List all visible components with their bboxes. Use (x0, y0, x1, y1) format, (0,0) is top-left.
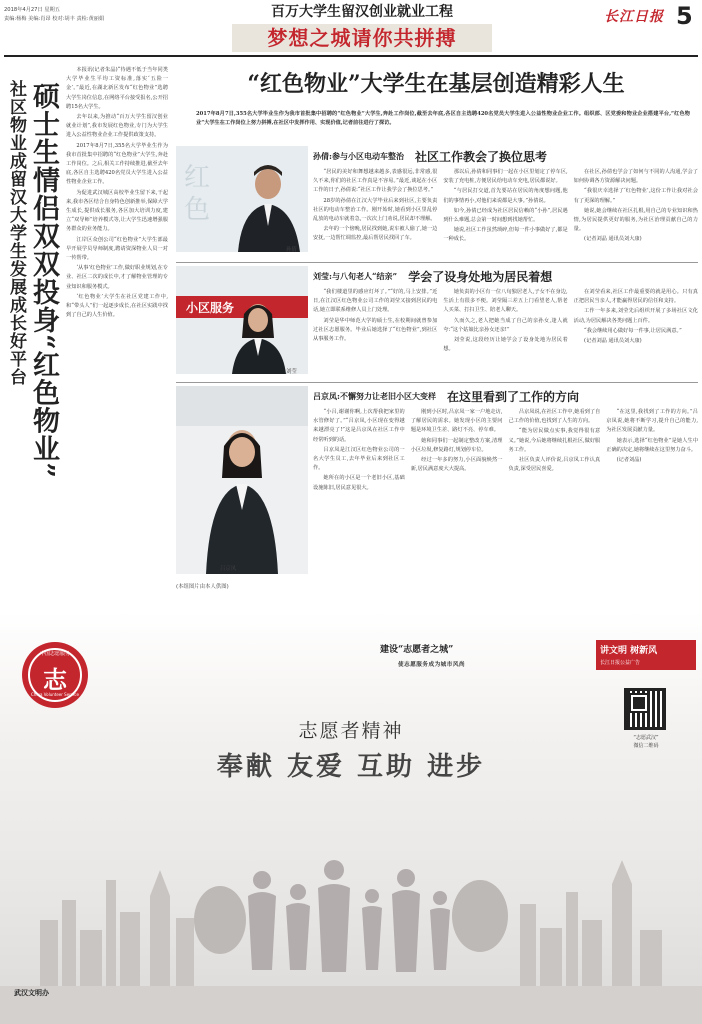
paragraph: 吕京凤是江汉区红色物业公司的一名大学生员工,去年毕业后来到社区工作。 (313, 446, 405, 472)
paragraph: (记者刘晶 通讯员刘大康) (584, 338, 642, 345)
people-silhouettes (248, 860, 450, 972)
paragraph: 在刘莹看来,社区工作最重要的就是用心。只有真正把居民当亲人,才能赢得居民的信任和支持。 (573, 289, 698, 305)
masthead-info (4, 6, 154, 24)
svg-text:色: 色 (184, 195, 211, 225)
paragraph: 如今,孙倩已经成为社区居民信赖的“小孙”,居民遇到什么难题,总会第一时间想到找她帮忙。 (443, 207, 568, 224)
left-headline: 硕士生情侣双双投身“红色物业” (28, 82, 59, 480)
paragraph: 去年的一个傍晚,居民找到她,说车被人偷了,她一边安抚,一边帮忙调监控,最后帮居民找回了车。 (313, 226, 438, 242)
paragraph: 本报讯(记者朱晶)“待遇不低于当年同类大学毕业生平均工资标准,落实‘五险一金’。”最近,在湖北新区发布“红色物业”选聘大学生岗位信息,在网络平台接受报名,公开招聘15名大学生。 (66, 67, 168, 110)
divider (176, 262, 698, 263)
heart-hand-icon: 志 (43, 665, 67, 694)
text-column (443, 168, 567, 246)
paragraph: “与居民打交道,首先要站在居民的角度想问题,他们的事情再小,对他们来说都是大事。”孙倩说。 (443, 188, 568, 204)
photo-credit: (本组图片由本人供图) (176, 584, 229, 590)
divider (176, 382, 698, 383)
badge-subtitle: 长江日报公益广告 (600, 660, 641, 666)
paragraph: 经过一年多的努力,小区面貌焕然一新,居民满意度大大提高。 (410, 457, 503, 473)
story-3 (176, 386, 698, 604)
text-column (313, 408, 405, 494)
paragraph: 那以后,孙倩和同事们一起在小区里划定了停车区,安装了充电桩,方便居民给电动车充电,居民都说好。 (443, 169, 568, 185)
story-1-photo (176, 146, 308, 252)
qr-caption-sub: 微信二维码 (633, 743, 659, 749)
masthead-rule (4, 55, 698, 57)
paragraph: 刘莹是华中师范大学的硕士生,在校期间就曾参加过社区志愿服务。毕业后她选择了“红色物业”,到社区从事服务工作。 (313, 317, 438, 343)
paragraph: 刚到小区时,吕京凤一家一户地走访,了解居民的需求。她发现小区的主要问题是环境卫生差、路灯不亮、停车难。 (410, 409, 503, 434)
band-bottom: 梦想之城请你共拼搏 (232, 24, 492, 52)
paper-name: 长江日报 (604, 9, 664, 25)
paragraph: 她说,她会继续在社区扎根,用自己的专业知识和热情,为居民提供更好的服务,为社区治理贡献自己的力量。 (573, 207, 698, 233)
page-number: 5 (676, 2, 693, 30)
text-column (313, 288, 437, 355)
story-2-heading (313, 266, 698, 284)
story-2-photo (176, 266, 308, 374)
paragraph: 她所在的小区是一个老旧小区,基础设施陈旧,居民意见很大。 (313, 475, 405, 491)
paragraph: 在社区,孙倩也学会了如何与不同的人沟通,学会了如何协调各方资源解决问题。 (573, 169, 698, 185)
paragraph: “在这里,我找到了工作的方向。”吕京凤说,她将不断学习,提升自己的能力,为社区发展贡献力量。 (606, 409, 698, 434)
left-body (66, 66, 168, 321)
left-subtitle: 社区物业成留汉大学生发展成长好平台 (6, 80, 26, 386)
volunteer-logo (22, 642, 88, 708)
story-1 (176, 146, 698, 256)
portrait-image (176, 386, 308, 574)
qr-caption: “志愿武汉” (633, 735, 659, 741)
paragraph: 工作一年多来,刘莹先后组织开展了多场社区文化活动,为居民解决各类问题上百件。 (573, 308, 698, 324)
photo-caption: 刘莹 (286, 369, 297, 375)
band-top: 百万大学生留汉创业就业工程 (232, 2, 492, 22)
editor-line: 责编:杨梅 美编:肖昂 校对:胡丰 责检:黄丽娟 (4, 16, 105, 22)
ad-subslogan: 使志愿服务成为城市风尚 (398, 662, 466, 668)
ad-slogan: 建设“志愿者之城” (380, 645, 454, 655)
lead-paragraph: 2017年8月7日,355名大学毕业生作为我市首批集中招聘的“红色物业”大学生,奔赴工作岗位,截至去年底,各区自主选聘420名党员大学生进入公益性物业企业工作。组织部、区党委和物业企业搭建平台,“红色物业”大学生在工作岗位上努力拼搏,在社区中发挥作用、实现价值,记者前往进行了探访。 (196, 111, 690, 126)
paragraph: ‘从事’红色物业’工作,做好职业规划,在专业、社区二次的成长中,才了解物业管理的专业知识和服务模式。 (66, 265, 168, 290)
masthead (0, 0, 702, 56)
text-column (443, 288, 567, 355)
svg-text:小区服务: 小区服务 (186, 301, 235, 315)
paragraph: “居民的美好和舞想越来越多,表感很远,非常感,很久不来,你们的社区工作真是不容易。”最近,谈起在小区工作的日子,孙倩说:“社区工作让我学会了换位思考。” (313, 169, 438, 194)
portrait-image (176, 266, 308, 374)
ad-spirit-heading: 志愿者精神 (298, 720, 404, 742)
story-3-heading (313, 386, 698, 404)
text-column (606, 408, 698, 494)
portrait-image (176, 146, 308, 252)
paragraph: 吕京凤说,在社区工作中,她看到了自己工作的价值,也找到了人生的方向。 (508, 409, 601, 425)
paragraph: “我很庆幸选择了‘红色物业’,这份工作让我对社会有了更深的理解。” (573, 188, 698, 204)
paragraph: 江岸区众创公司“红色物业”大学生部最早开展学员导师制度,聘请资深物业人员一对一传帮带。 (66, 236, 168, 262)
badge-title: 讲文明 树新风 (600, 646, 658, 656)
paragraph: “能为居民做点实事,我觉得很有意义。”她说,今后她将继续扎根社区,做好服务工作。 (508, 428, 601, 453)
paragraph: 久而久之,老人把她当成了自己的亲孙女,逢人就夸:“这个姑娘比亲孙女还亲!” (443, 317, 568, 333)
main-headline: “红色物业”大学生在基层创造精彩人生 (247, 71, 625, 97)
paragraph: (记者刘晶) (616, 457, 642, 464)
paragraph: 2017年8月7日,355名大学毕业生作为我市首批集中招聘的“红色物业”大学生,奔赴工作岗位。之后,相关工作持续推进,截至去年底,各区自主选聘420名党员大学生进入公益性物业企业工作。 (66, 142, 168, 186)
logo-text-top: 中国志愿服务 (39, 651, 70, 657)
section-band (232, 2, 492, 54)
story-3-photo (176, 386, 308, 574)
photo-caption: 吕京凤 (220, 566, 237, 572)
civility-badge (596, 640, 696, 670)
photo-caption: 孙倩 (286, 247, 297, 253)
text-column (574, 168, 698, 246)
date-line: 2018年4月27日 星期五 (4, 7, 60, 13)
svg-text:红: 红 (184, 163, 211, 193)
text-column (313, 168, 437, 246)
story-2-title: 学会了设身处地为居民着想 (408, 270, 553, 284)
ground (0, 986, 702, 1024)
paragraph: 她说,社区工作虽然琐碎,但每一件小事做好了,都是一种成长。 (443, 227, 568, 243)
city-and-people-illustration (0, 800, 702, 1024)
paragraph: “小吕,谢谢你啊,上次帮我把家里的水管修好了。”“吕京凤,小区现在变得越来越漂亮了!”这是吕京凤在社区工作中经常听到的话。 (313, 409, 405, 443)
paragraph: 刘莹说,这段经历让她学会了设身处地为居民着想。 (443, 337, 568, 353)
paragraph: ‘红色物业’大学生在社区党建工作中,和“带头人”们一起逐步成长,在社区实践中找到了自己的人生价值。 (66, 293, 168, 319)
paragraph: 28岁的孙倩在江汉大学毕业后来到社区,主要负责社区的电动车整治工作。刚开始时,她看到小区里乱停乱放的电动车就着急,一次次上门劝说,居民却不理解。 (313, 197, 438, 223)
skyline-icon (40, 860, 662, 990)
paragraph: “我会继续用心做好每一件事,让居民满意。” (584, 327, 682, 334)
text-column (574, 288, 698, 355)
story-3-body (313, 408, 698, 494)
left-article (4, 60, 168, 558)
paragraph: 去年以来,为推动“百万大学生留汉创业就业计划”,我市发展红色物业,专门为大学生进入公益性物业企业工作提供政策支持。 (66, 114, 168, 139)
paragraph: 她表示,选择“红色物业”是她人生中正确的决定,她将继续在这里努力奋斗。 (606, 437, 698, 453)
story-1-heading (313, 146, 698, 164)
text-column (509, 408, 601, 494)
tree-icons (194, 880, 508, 954)
paragraph: “我们楼道里的感应灯坏了。”“好的,马上安排。”近日,在江汉区红色物业公司工作的刘莹又接到居民的电话,她立即联系维修人员上门处理。 (313, 289, 438, 314)
logo-text-bottom: China Volunteer Service (31, 692, 79, 697)
ad-sponsor: 武汉文明办 (14, 988, 49, 997)
paragraph: 她和同事们一起制定整改方案,清理小区垃圾,修复路灯,规划停车位。 (410, 437, 503, 453)
story-2 (176, 266, 698, 378)
story-1-body (313, 168, 698, 246)
story-1-person: 孙倩:参与小区电动车整治 (313, 151, 404, 161)
story-1-title: 社区工作教会了换位思考 (415, 150, 548, 164)
paragraph: (记者刘晶 通讯员刘大康) (584, 236, 642, 243)
story-2-person: 刘莹:与八旬老人“结亲” (313, 271, 398, 281)
paragraph: 社区负责人评价说,吕京凤工作认真负责,深受居民喜爱。 (508, 457, 601, 473)
ad-virtues: 奉献 友爱 互助 进步 (216, 752, 486, 782)
story-3-person: 吕京凤:不懈努力让老旧小区大变样 (313, 391, 436, 401)
public-service-ad (0, 612, 702, 1024)
paragraph: 为促进武汉城区高校毕业生留下来,干起来,我市各区结合自身特色创新推举,保障大学生成长,提供成长服务,各区加大培训力度,建立“双导师”培养模式等,让大学生迅速增强服务群众的业务能力。 (66, 189, 168, 233)
paragraph: 她负责的小区有一位八旬独居老人,子女不在身边,生活上有很多不便。刘莹隔三差五上门看望老人,帮老人买菜、打扫卫生、陪老人聊天。 (443, 289, 568, 314)
text-column (411, 408, 503, 494)
story-3-title: 在这里看到了工作的方向 (447, 390, 580, 404)
story-2-body (313, 288, 698, 355)
